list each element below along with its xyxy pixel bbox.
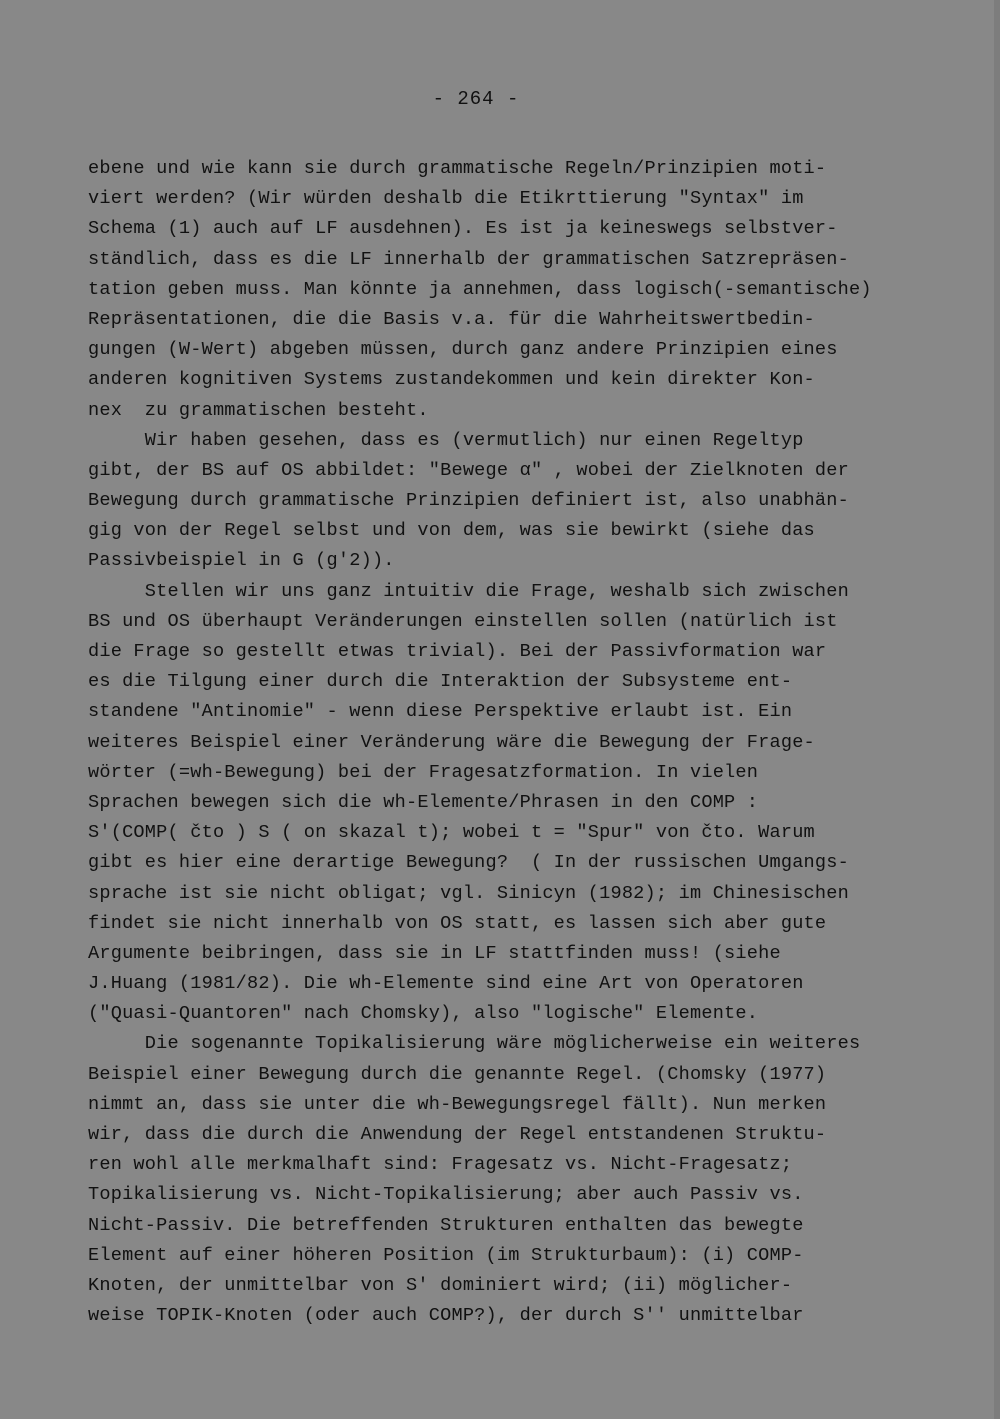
text-line: ständlich, dass es die LF innerhalb der grammatischen Satzrepräsen-	[88, 248, 849, 270]
text-line: gibt, der BS auf OS abbildet: "Bewege α" , wobei der Zielknoten der	[88, 459, 849, 481]
text-line: die Frage so gestellt etwas trivial). Bei der Passivformation war	[88, 641, 827, 662]
text-line: ren wohl alle merkmalhaft sind: Fragesatz vs. Nicht-Fragesatz;	[88, 1154, 793, 1176]
text-line: Passivbeispiel in G (g'2)).	[88, 550, 395, 572]
scan-edge	[994, 0, 1000, 1419]
text-line: Beispiel einer Bewegung durch die genannte Regel. (Chomsky (1977)	[88, 1063, 827, 1085]
text-line: Schema (1) auch auf LF ausdehnen). Es ist ja keineswegs selbstver-	[88, 218, 838, 240]
text-line: ("Quasi-Quantoren" nach Chomsky), also "logische" Elemente.	[88, 1003, 759, 1025]
text-line: Argumente beibringen, dass sie in LF stattfinden muss! (siehe	[88, 942, 781, 964]
text-line: anderen kognitiven Systems zustandekommen und kein direkter Kon-	[88, 369, 815, 391]
text-line: S'(COMP( čto ) S ( on skazal t); wobei t = "Spur" von čto. Warum	[88, 822, 815, 844]
text-line: Die sogenannte Topikalisierung wäre möglicherweise ein weiteres	[88, 1033, 861, 1055]
text-line: wörter (=wh-Bewegung) bei der Fragesatzformation. In vielen	[88, 761, 759, 783]
text-line: J.Huang (1981/82). Die wh-Elemente sind eine Art von Operatoren	[88, 973, 804, 995]
page-number: - 264 -	[432, 88, 520, 110]
text-line: BS und OS überhaupt Veränderungen einstellen sollen (natürlich ist	[88, 610, 838, 632]
text-line: nimmt an, dass sie unter die wh-Bewegungsregel fällt). Nun merken	[88, 1093, 827, 1115]
text-line: Sprachen bewegen sich die wh-Elemente/Phrasen in den COMP :	[88, 791, 759, 813]
text-line: weiteres Beispiel einer Veränderung wäre die Bewegung der Frage-	[88, 731, 815, 753]
text-line: gungen (W-Wert) abgeben müssen, durch ganz andere Prinzipien eines	[88, 339, 838, 361]
text-line: gig von der Regel selbst und von dem, was sie bewirkt (siehe das	[88, 520, 815, 542]
text-line: standene "Antinomie" - wenn diese Perspektive erlaubt ist. Ein	[88, 701, 793, 723]
text-line: nex zu grammatischen besteht.	[88, 399, 429, 421]
text-line: Topikalisierung vs. Nicht-Topikalisierung; aber auch Passiv vs.	[88, 1184, 804, 1206]
text-line: viert werden? (Wir würden deshalb die Etikrttierung "Syntax" im	[88, 188, 804, 210]
text-line: Nicht-Passiv. Die betreffenden Strukturen enthalten das bewegte	[88, 1214, 804, 1236]
text-line: sprache ist sie nicht obligat; vgl. Sinicyn (1982); im Chinesischen	[88, 882, 849, 904]
text-line: wir, dass die durch die Anwendung der Regel entstandenen Struktu-	[88, 1124, 827, 1145]
text-line: Wir haben gesehen, dass es (vermutlich) nur einen Regeltyp	[88, 429, 804, 451]
text-line: Stellen wir uns ganz intuitiv die Frage, weshalb sich zwischen	[88, 580, 849, 602]
text-line: Knoten, der unmittelbar von S' dominiert wird; (ii) möglicher-	[88, 1274, 793, 1296]
text-line: ebene und wie kann sie durch grammatische Regeln/Prinzipien moti-	[88, 158, 827, 179]
text-line: Bewegung durch grammatische Prinzipien definiert ist, also unabhän-	[88, 490, 849, 512]
text-line: weise TOPIK-Knoten (oder auch COMP?), der durch S'' unmittelbar	[88, 1305, 804, 1327]
body-text	[88, 154, 918, 1331]
text-line: tation geben muss. Man könnte ja annehmen, dass logisch(-semantische)	[88, 278, 872, 300]
text-line: findet sie nicht innerhalb von OS statt, es lassen sich aber gute	[88, 912, 827, 934]
text-line: es die Tilgung einer durch die Interaktion der Subsysteme ent-	[88, 671, 793, 693]
text-line: gibt es hier eine derartige Bewegung? ( In der russischen Umgangs-	[88, 852, 849, 874]
text-line: Repräsentationen, die die Basis v.a. für die Wahrheitswertbedin-	[88, 308, 815, 330]
text-line: Element auf einer höheren Position (im Strukturbaum): (i) COMP-	[88, 1244, 804, 1266]
